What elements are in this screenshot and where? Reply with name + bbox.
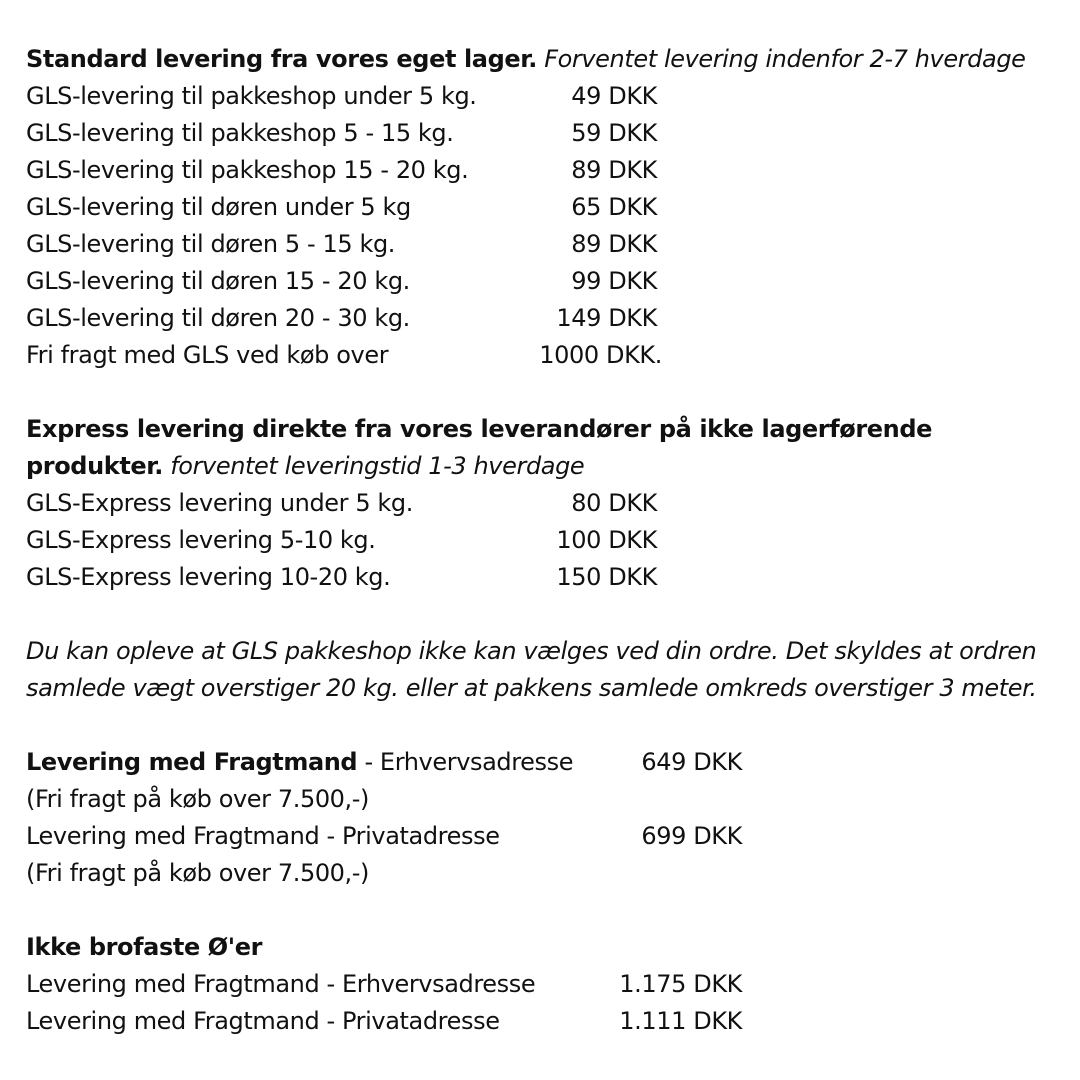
express-row-label: GLS-Express levering under 5 kg. [26,489,413,517]
express-heading-title: Express levering direkte fra vores leverandører på ikke lagerførende [26,415,932,443]
section-spacer [26,596,1066,633]
standard-row [26,226,1066,263]
standard-row [26,263,1066,300]
standard-row-label: GLS-levering til pakkeshop 5 - 15 kg. [26,119,454,147]
standard-row-price: 89 DKK [571,156,657,184]
standard-row-label: GLS-levering til døren under 5 kg [26,193,411,221]
standard-row [26,152,1066,189]
fragtmand-private-price: 699 DKK [641,822,742,850]
standard-row-price: 59 DKK [571,119,657,147]
express-heading-subtitle: forventet leveringstid 1-3 hverdage [170,452,585,480]
islands-row-price: 1.175 DKK [619,970,742,998]
standard-row-price: 149 DKK [556,304,657,332]
standard-row [26,300,1066,337]
standard-row [26,189,1066,226]
fragtmand-private-row [26,818,1066,855]
standard-row-price: 65 DKK [571,193,657,221]
islands-row [26,1003,1066,1040]
express-row-price: 80 DKK [571,489,657,517]
standard-row-label: GLS-levering til pakkeshop 15 - 20 kg. [26,156,469,184]
pakkeshop-note-line-2: samlede vægt overstiger 20 kg. eller at pakkens samlede omkreds overstiger 3 meter. [26,674,1037,702]
standard-heading [26,41,1066,78]
fragtmand-business-price: 649 DKK [641,748,742,776]
standard-row-label: GLS-levering til døren 5 - 15 kg. [26,230,396,258]
standard-row-price: 89 DKK [571,230,657,258]
standard-row [26,115,1066,152]
section-spacer [26,707,1066,744]
express-row [26,485,1066,522]
fragtmand-private-note: (Fri fragt på køb over 7.500,-) [26,859,370,887]
islands-row-label: Levering med Fragtmand - Erhvervsadresse [26,970,536,998]
fragtmand-business-note: (Fri fragt på køb over 7.500,-) [26,785,370,813]
standard-row [26,78,1066,115]
free-shipping-label: Fri fragt med GLS ved køb over [26,341,389,369]
section-spacer [26,374,1066,411]
fragtmand-business-row [26,744,1066,781]
express-row-label: GLS-Express levering 5-10 kg. [26,526,376,554]
express-heading-title-end: produkter. [26,452,164,480]
islands-row-label: Levering med Fragtmand - Privatadresse [26,1007,500,1035]
express-row-price: 100 DKK [556,526,657,554]
express-heading-line-2 [26,448,1066,485]
standard-row-price: 99 DKK [571,267,657,295]
express-row [26,522,1066,559]
section-spacer [26,892,1066,929]
express-row-label: GLS-Express levering 10-20 kg. [26,563,391,591]
standard-row-price: 49 DKK [571,82,657,110]
fragtmand-business-title: Levering med Fragtmand [26,748,358,776]
pakkeshop-note-line-1: Du kan opleve at GLS pakkeshop ikke kan vælges ved din ordre. Det skyldes at ordren [26,637,1037,665]
shipping-info-document [26,41,1066,1040]
express-row-price: 150 DKK [556,563,657,591]
standard-heading-title: Standard levering fra vores eget lager. [26,45,537,73]
islands-row [26,966,1066,1003]
standard-row-label: GLS-levering til døren 20 - 30 kg. [26,304,410,332]
standard-row-label: GLS-levering til pakkeshop under 5 kg. [26,82,477,110]
fragtmand-private-label: Levering med Fragtmand - Privatadresse [26,822,500,850]
express-row [26,559,1066,596]
free-shipping-row [26,337,1066,374]
islands-row-price: 1.111 DKK [619,1007,742,1035]
free-shipping-value: 1000 DKK. [539,341,662,369]
express-heading-line-1 [26,411,1066,448]
islands-heading: Ikke brofaste Ø'er [26,933,263,961]
standard-heading-subtitle: Forventet levering indenfor 2-7 hverdage [544,45,1026,73]
standard-row-label: GLS-levering til døren 15 - 20 kg. [26,267,410,295]
fragtmand-business-label: - Erhvervsadresse [357,748,574,776]
